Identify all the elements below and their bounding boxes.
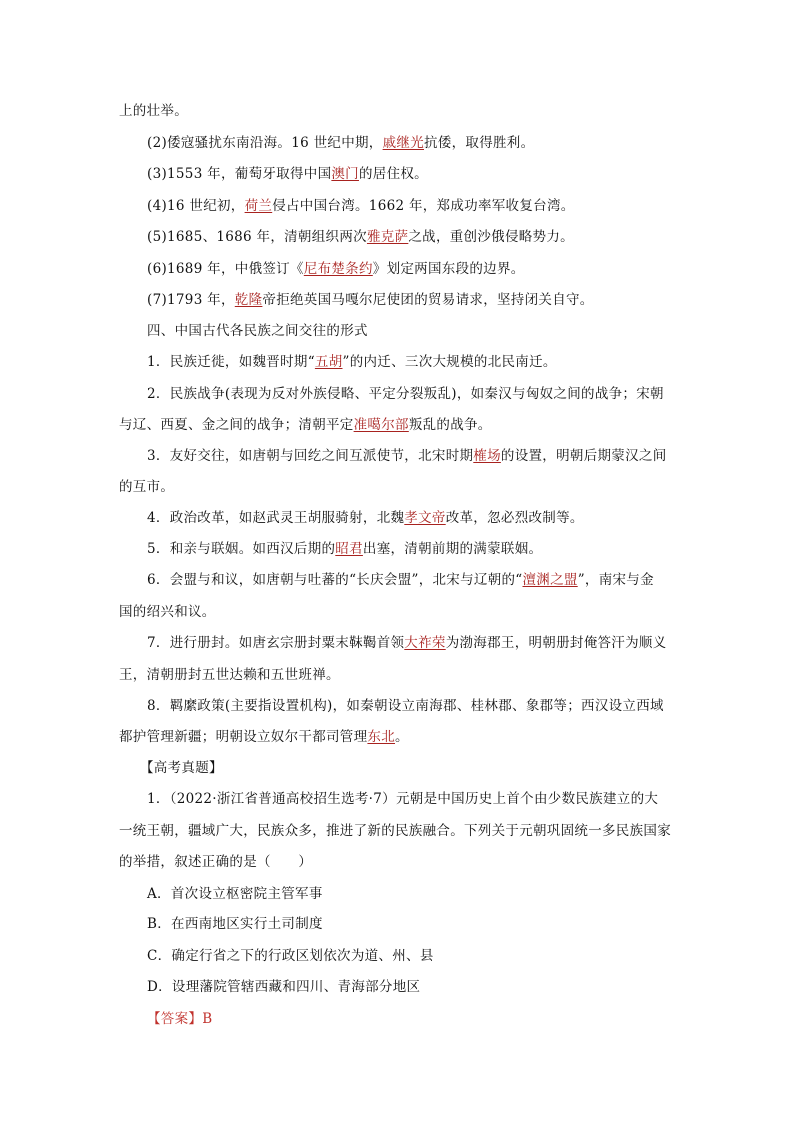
text-span: 与辽、西夏、金之间的战争；清朝平定 xyxy=(119,417,354,433)
text-span: (2)倭寇骚扰东南沿海。16 世纪中期， xyxy=(147,135,383,151)
text-span: 的互市。 xyxy=(119,479,175,495)
text-span: 2．民族战争(表现为反对外族侵略、平定分裂叛乱)，如秦汉与匈奴之间的战争；宋朝 xyxy=(147,386,664,402)
text-span: 都护管理新疆；明朝设立奴尔干都司管理 xyxy=(119,729,368,745)
text-line xyxy=(119,853,679,871)
text-span: 出塞，清朝前期的满蒙联姻。 xyxy=(362,541,543,557)
question-stem xyxy=(147,790,707,808)
text-span: 3．友好交往，如唐朝与回纥之间互派使节，北宋时期 xyxy=(147,448,474,464)
text-line xyxy=(119,416,679,434)
text-line xyxy=(147,228,707,246)
highlighted-term: 乾隆 xyxy=(234,292,263,308)
text-span: 四、中国古代各民族之间交往的形式 xyxy=(147,323,368,339)
text-span: 帝拒绝英国马嘎尔尼使团的贸易请求，坚持闭关自守。 xyxy=(262,292,594,308)
text-span: 1．民族迁徙，如魏晋时期“ xyxy=(147,354,315,370)
option-b xyxy=(147,915,707,933)
highlighted-term: 澶渊之盟 xyxy=(522,572,578,588)
highlighted-term: 澳门 xyxy=(331,166,359,182)
highlighted-term: 榷场 xyxy=(473,448,501,464)
text-span: 之战，重创沙俄侵略势力。 xyxy=(408,229,574,245)
text-line xyxy=(119,666,679,684)
answer-line xyxy=(147,1010,707,1028)
answer-label: 【答案】B xyxy=(147,1011,213,1027)
highlighted-term: 荷兰 xyxy=(244,198,273,214)
highlighted-term: 尼布楚条约 xyxy=(303,261,373,277)
text-line xyxy=(147,291,707,309)
text-span: 4．政治改革，如赵武灵王胡服骑射，北魏 xyxy=(147,510,405,526)
text-span: B．在西南地区实行土司制度 xyxy=(147,916,323,932)
text-span: 改革，忽必烈改制等。 xyxy=(445,510,584,526)
highlighted-term: 大祚荣 xyxy=(404,635,446,651)
text-line xyxy=(119,822,679,840)
text-span: 【高考真题】 xyxy=(140,760,223,776)
text-span: 1．（2022·浙江省普通高校招生选考·7）元朝是中国历史上首个由少数民族建立的大 xyxy=(147,791,659,807)
text-span: D．设理藩院管辖西藏和四川、青海部分地区 xyxy=(147,979,421,995)
text-line xyxy=(119,478,679,496)
text-line xyxy=(147,634,707,652)
text-span: 的设置，明朝后期蒙汉之间 xyxy=(500,448,667,464)
option-a xyxy=(147,885,707,903)
highlighted-term: 孝文帝 xyxy=(404,510,446,526)
text-line xyxy=(147,447,707,465)
text-span: 王，清朝册封五世达赖和五世班禅。 xyxy=(119,667,340,683)
text-span: (7)1793 年， xyxy=(147,292,235,308)
highlighted-term: 准噶尔部 xyxy=(353,417,409,433)
text-line xyxy=(147,353,707,371)
text-span: (6)1689 年，中俄签订《 xyxy=(147,261,304,277)
text-span: (4)16 世纪初， xyxy=(147,198,245,214)
text-line xyxy=(119,102,679,120)
option-c xyxy=(147,947,707,965)
text-span: A．首次设立枢密院主管军事 xyxy=(147,886,323,902)
text-span: 的举措，叙述正确的是（ ） xyxy=(119,854,313,870)
section-heading xyxy=(147,322,707,340)
text-line xyxy=(147,260,707,278)
text-line xyxy=(119,603,679,621)
text-line xyxy=(147,540,707,558)
text-span: 8．羁縻政策(主要指设置机构)，如秦朝设立南海郡、桂林郡、象郡等；西汉设立西域 xyxy=(147,698,664,714)
highlighted-term: 戚继光 xyxy=(382,135,424,151)
text-span: 叛乱的战争。 xyxy=(408,417,492,433)
text-span: 的居住权。 xyxy=(358,166,428,182)
option-d xyxy=(147,978,707,996)
text-line xyxy=(147,197,707,215)
text-line xyxy=(147,571,707,589)
text-span: (5)1685、1686 年，清朝组织两次 xyxy=(147,229,367,245)
highlighted-term: 东北 xyxy=(367,729,396,745)
text-span: 上的壮举。 xyxy=(119,103,188,119)
highlighted-term: 雅克萨 xyxy=(366,229,409,245)
text-line xyxy=(147,509,707,527)
text-span: 》划定两国东段的边界。 xyxy=(372,261,525,277)
text-span: 为渤海郡王，明朝册封俺答汗为顺义 xyxy=(445,635,667,651)
highlighted-term: 五胡 xyxy=(314,354,343,370)
text-line xyxy=(147,134,707,152)
text-span: ”的内迁、三次大规模的北民南迁。 xyxy=(342,354,557,370)
text-span: 国的绍兴和议。 xyxy=(119,604,216,620)
text-line xyxy=(147,165,707,183)
text-line xyxy=(147,697,707,715)
text-span: (3)1553 年，葡萄牙取得中国 xyxy=(147,166,332,182)
text-span: ”，南宋与金 xyxy=(577,572,654,588)
text-span: 6．会盟与和议，如唐朝与吐蕃的“长庆会盟”，北宋与辽朝的“ xyxy=(147,572,523,588)
text-span: 侵占中国台湾。1662 年，郑成功率军收复台湾。 xyxy=(272,198,575,214)
highlighted-term: 昭君 xyxy=(335,541,363,557)
text-span: 抗倭，取得胜利。 xyxy=(424,135,535,151)
text-span: 5．和亲与联姻。如西汉后期的 xyxy=(147,541,336,557)
text-line xyxy=(147,385,707,403)
text-line xyxy=(119,728,679,746)
exam-section-heading xyxy=(140,759,700,777)
text-span: 7．进行册封。如唐玄宗册封粟末靺鞨首领 xyxy=(147,635,405,651)
text-span: 一统王朝，疆域广大，民族众多，推进了新的民族融合。下列关于元朝巩固统一多民族国家 xyxy=(119,823,671,839)
text-span: C．确定行省之下的行政区划依次为道、州、县 xyxy=(147,948,434,964)
text-span: 。 xyxy=(395,729,409,745)
